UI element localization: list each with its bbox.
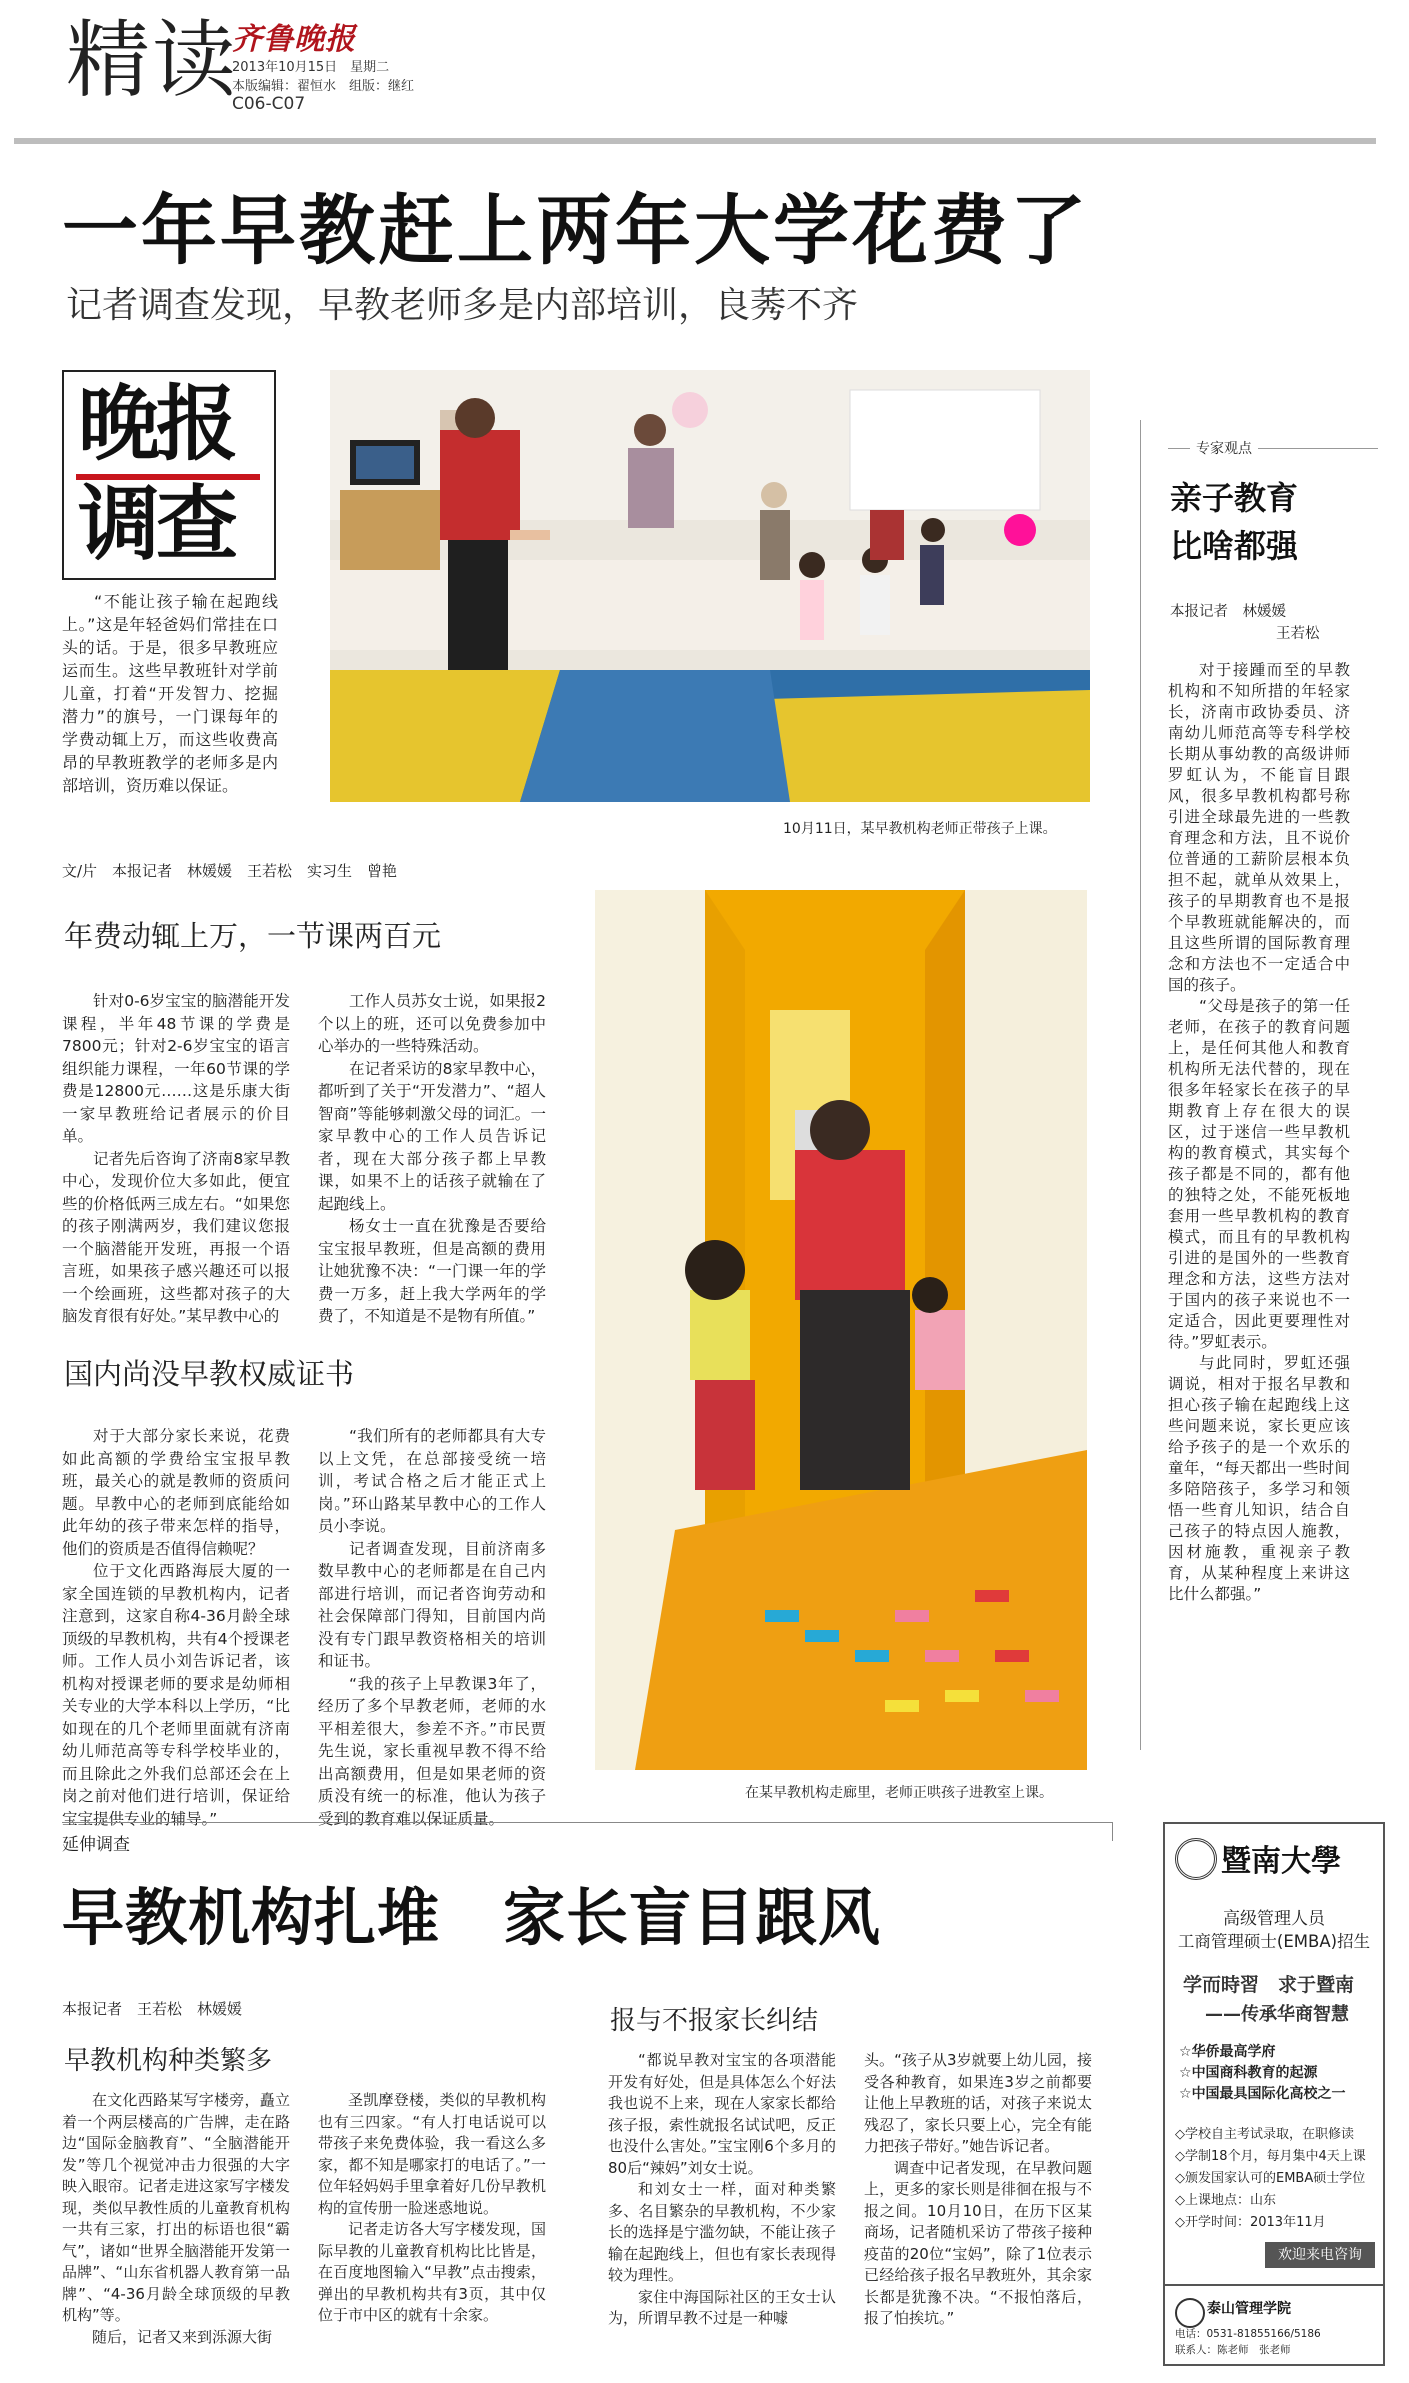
ad-line1: 高级管理人员: [1223, 1909, 1325, 1929]
paragraph: 对于大部分家长来说，花费如此高额的学费给宝宝报早教班，最关心的就是教师的资质问题。早教中心的老师到底能给如此年幼的孩子带来怎样的指导，他们的资质是否值得信赖呢？: [62, 1427, 290, 1558]
byline: 文/片 本报记者 林媛媛 王若松 实习生 曾艳: [62, 862, 398, 880]
paragraph: 记者调查发现，目前济南多数早教中心的老师都是在自己内部进行培训，而记者咨询劳动和社会保障部门得知，目前国内尚没有专门跟早教资格相关的培训和证书。: [318, 1539, 546, 1670]
paragraph: 在文化西路某写字楼旁，矗立着一个两层楼高的广告牌，走在路边“国际金脑教育”、“全脑潜能开发”等几个视觉冲击力很强的大字映入眼帘。记者走进这家写字楼发现，类似早教性质的儿童教育机构一共有三家，打出的标语也很“霸气”，诸如“世界全脑潜能开发第一品牌”、“山东省机器人教育第一品牌”、“4-36月龄全球顶级的早教机构”等。: [62, 2091, 290, 2324]
ad-phone: 电话：0531-81855166/5186: [1175, 2328, 1321, 2340]
paragraph: 调查中记者发现，在早教问题上，更多的家长则是徘徊在报与不报之间。10月10日，在历下区某商场，记者随机采访了带孩子接种疫苗的20位“宝妈”，除了1位表示已经给孩子报名早教班外，其余家长都是犹豫不决。“不报怕落后，报了怕挨坑。”: [864, 2158, 1092, 2327]
investigation-logo: [62, 370, 276, 580]
section2-title: 国内尚没早教权威证书: [64, 1357, 355, 1391]
university-emblem-icon: [1175, 1838, 1217, 1880]
expert-byline-2: 王若松: [1276, 626, 1320, 642]
editor-line: 本版编辑：翟恒水 组版：继红: [232, 79, 415, 94]
section1-title: 年费动辄上万，一节课两百元: [64, 919, 442, 953]
star-item: ☆华侨最高学府: [1179, 2044, 1276, 2060]
lead-paragraph: [62, 590, 278, 797]
ad-footer-rule: [1165, 2284, 1383, 2286]
ad-contact: 联系人：陈老师 张老师: [1175, 2344, 1291, 2356]
section1-col2: [318, 990, 546, 1328]
followup-byline: 本报记者 王若松 林媛媛: [62, 2000, 243, 2018]
expert-title-1: 亲子教育: [1170, 479, 1299, 517]
followup-tag: 延伸调查: [62, 1830, 138, 1855]
followup-sub2: 报与不报家长纠结: [610, 2006, 819, 2036]
paragraph: 随后，记者又来到泺源大街: [92, 2327, 273, 2346]
ad-list: [1175, 2124, 1366, 2234]
photo1-caption: 10月11日，某早教机构老师正带孩子上课。: [783, 821, 1057, 837]
section2-col1: [62, 1425, 290, 1830]
paragraph: 和刘女士一样，面对种类繁多、名目繁杂的早教机构，不少家长的选择是宁滥勿缺，不能让孩子输在起跑线上，但也有家长表现得较为理性。: [608, 2180, 836, 2284]
followup-headline: 早教机构扎堆 家长盲目跟风: [62, 1881, 882, 1954]
paragraph: 头。“孩子从3岁就要上幼儿园，接受各种教育，如果连3岁之前都要让他上早教班的话，对孩子来说太残忍了，家长只要上心，完全有能力把孩子带好。”她告诉记者。: [864, 2051, 1092, 2155]
ad-slogan2: ——传承华商智慧: [1205, 2004, 1349, 2025]
expert-label: 专家观点: [1190, 438, 1258, 458]
section2-col2: [318, 1425, 546, 1830]
paragraph: 在记者采访的8家早教中心，都听到了关于“开发潜力”、“超人智商”等能够刺激父母的词汇。一家早教中心的工作人员告诉记者，现在大部分孩子都上早教课，如果不上的话孩子就输在了起跑线上。: [318, 1059, 546, 1213]
emba-ad: [1163, 1822, 1385, 2366]
list-item: ◇开学时间：2013年11月: [1175, 2215, 1326, 2230]
ad-university: 暨南大學: [1221, 1844, 1341, 1879]
ad-slogan1: 学而時習 求于暨南: [1183, 1974, 1355, 1996]
paragraph: 位于文化西路海辰大厦的一家全国连锁的早教机构内，记者注意到，这家自称4-36月龄全球顶级的早教机构，共有4个授课老师。工作人员小刘告诉记者，该机构对授课老师的要求是幼师相关专业的大学本科以上学历，“比如现在的几个老师里面就有济南幼儿师范高等专科学校毕业的，而且除此之外我们总部还会在上岗之前对他们进行培训，保证给宝宝提供专业的辅导。”: [62, 1562, 290, 1828]
newspaper-logo: 齐鲁晚报: [232, 22, 356, 57]
list-item: ◇学制18个月，每月集中4天上课: [1175, 2149, 1366, 2164]
star-item: ☆中国最具国际化高校之一: [1179, 2086, 1346, 2102]
paragraph: “都说早教对宝宝的各项潜能开发有好处，但是具体怎么个好法我也说不上来，现在人家家长都给孩子报，索性就报名试试吧，反正也没什么害处。”宝宝刚6个多月的80后“辣妈”刘女士说。: [608, 2051, 836, 2177]
logo-line-1: 晚报: [78, 377, 235, 472]
list-item: ◇学校自主考试录取，在职修读: [1175, 2127, 1354, 2142]
logo-line-2: 调查: [78, 477, 235, 572]
ad-stars: [1179, 2042, 1346, 2105]
classroom-photo: [330, 370, 1090, 802]
lead-text: “不能让孩子输在起跑线上。”这是年轻爸妈们常挂在口头的话。于是，很多早教班应运而生。这些早教班针对学前儿童，打着“开发智力、挖掘潜力”的旗号，一门课每年的学费动辄上万，而这些收费高昂的早教班教学的老师多是内部培训，资历难以保证。: [62, 592, 278, 795]
classroom-illustration: [330, 370, 1090, 802]
photo2-caption: 在某早教机构走廊里，老师正哄孩子进教室上课。: [745, 1785, 1053, 1801]
paragraph: 记者走访各大写字楼发现，国际早教的儿童教育机构比比皆是，在百度地图输入“早教”点击搜索，弹出的早教机构共有3页，其中仅位于市中区的就有十余家。: [318, 2220, 546, 2324]
paragraph: 记者先后咨询了济南8家早教中心，发现价位大多如此，便宜些的价格低两三成左右。“如果您的孩子刚满两岁，我们建议您报一个脑潜能开发班，再报一个语言班，如果孩子感兴趣还可以报一个绘画班，这些都对孩子的大脑发育很有好处。”某早教中心的: [62, 1149, 290, 1325]
paragraph: “我的孩子上早教课3年了，经历了多个早教老师，老师的水平相差很大，参差不齐。”市民贾先生说，家长重视早教不得不给出高额费用，但是如果老师的资质没有统一的标准，他认为孩子受到的教育难以保证质量。: [318, 1674, 546, 1828]
paragraph: 圣凯摩登楼，类似的早教机构也有三四家。“有人打电话说可以带孩子来免费体验，我一看这么多家，都不知是哪家打的电话了。”一位年轻妈妈手里拿着好几份早教机构的宣传册一脸迷惑地说。: [318, 2091, 546, 2217]
paragraph: “我们所有的老师都具有大专以上文凭，在总部接受统一培训，考试合格之后才能正式上岗。”环山路某早教中心的工作人员小李说。: [318, 1427, 546, 1535]
ad-footer-logo-icon: [1175, 2298, 1205, 2328]
followup-sub1: 早教机构种类繁多: [64, 2046, 273, 2076]
ad-footer: 泰山管理学院: [1207, 2301, 1291, 2317]
section1-col1: [62, 990, 290, 1328]
paragraph: “父母是孩子的第一任老师，在孩子的教育问题上，是任何其他人和教育机构所无法代替的，现在很多年轻家长在孩子的早期教育上存在很大的误区，过于迷信一些早教机构的教育模式，其实每个孩子都是不同的，都有他的独特之处，不能死板地套用一些早教机构的教育模式，而且有的早教机构引进的是国外的一些教育理念和方法，这些方法对于国内的孩子来说也不一定适合，因此更要理性对待。”罗虹表示。: [1168, 997, 1350, 1351]
date-line: 2013年10月15日 星期二: [232, 60, 390, 75]
expert-body: [1168, 660, 1350, 1605]
followup-col-d: [864, 2050, 1092, 2330]
hallway-illustration: [595, 890, 1087, 1770]
paragraph: 针对0-6岁宝宝的脑潜能开发课程，半年48节课的学费是7800元；针对2-6岁宝宝的语言组织能力课程，一年60节课的学费是12800元……这是乐康大街一家早教班给记者展示的价目单。: [62, 992, 290, 1145]
followup-col-c: [608, 2050, 836, 2330]
star-item: ☆中国商科教育的起源: [1179, 2065, 1318, 2081]
paragraph: 杨女士一直在犹豫是否要给宝宝报早教班，但是高额的费用让她犹豫不决：“一门课一年的学费一万多，赶上我大学两年的学费了，不知道是不是物有所值。”: [318, 1217, 546, 1325]
ad-consult: 欢迎来电咨询: [1265, 2242, 1375, 2268]
paragraph: 对于接踵而至的早教机构和不知所措的年轻家长，济南市政协委员、济南幼儿师范高等专科学校长期从事幼教的高级讲师罗虹认为，不能盲目跟风，很多早教机构都号称引进全球最先进的一些教育理念和方法，且不说价位普通的工薪阶层根本负担不起，就单从效果上，孩子的早期教育也不是报个早教班就能解决的，而且这些所谓的国际教育理念和方法也不一定适合中国的孩子。: [1168, 661, 1350, 994]
list-item: ◇上课地点：山东: [1175, 2193, 1276, 2208]
paragraph: 家住中海国际社区的王女士认为，所谓早教不过是一种噱: [608, 2287, 836, 2327]
page-numbers: C06-C07: [232, 94, 306, 114]
followup-tag-box: [62, 1822, 1113, 1841]
ad-line2: 工商管理硕士(EMBA)招生: [1177, 1932, 1371, 1951]
list-item: ◇颁发国家认可的EMBA硕士学位: [1175, 2171, 1366, 2186]
headline: 一年早教赶上两年大学花费了: [62, 186, 1089, 275]
masthead-rule: [14, 138, 1376, 144]
expert-byline-1: 本报记者 林媛媛: [1170, 604, 1286, 620]
section-title: 精读: [66, 11, 239, 109]
expert-title-2: 比啥都强: [1170, 527, 1299, 565]
paragraph: 工作人员苏女士说，如果报2个以上的班，还可以免费参加中心举办的一些特殊活动。: [318, 992, 546, 1055]
paragraph: 与此同时，罗虹还强调说，相对于报名早教和担心孩子输在起跑线上这些问题来说，家长更应该给予孩子的是一个欢乐的童年，“每天都出一些时间多陪陪孩子，多学习和领悟一些育儿知识，结合自己孩子的特点因人施教，因材施教，重视亲子教育，从某种程度上来讲这比什么都强。”: [1168, 1354, 1350, 1603]
followup-col-a: [62, 2090, 290, 2348]
subheadline: 记者调查发现，早教老师多是内部培训，良莠不齐: [66, 285, 859, 326]
hallway-photo: [595, 890, 1087, 1770]
expert-divider: [1140, 420, 1141, 1750]
followup-col-b: [318, 2090, 546, 2327]
